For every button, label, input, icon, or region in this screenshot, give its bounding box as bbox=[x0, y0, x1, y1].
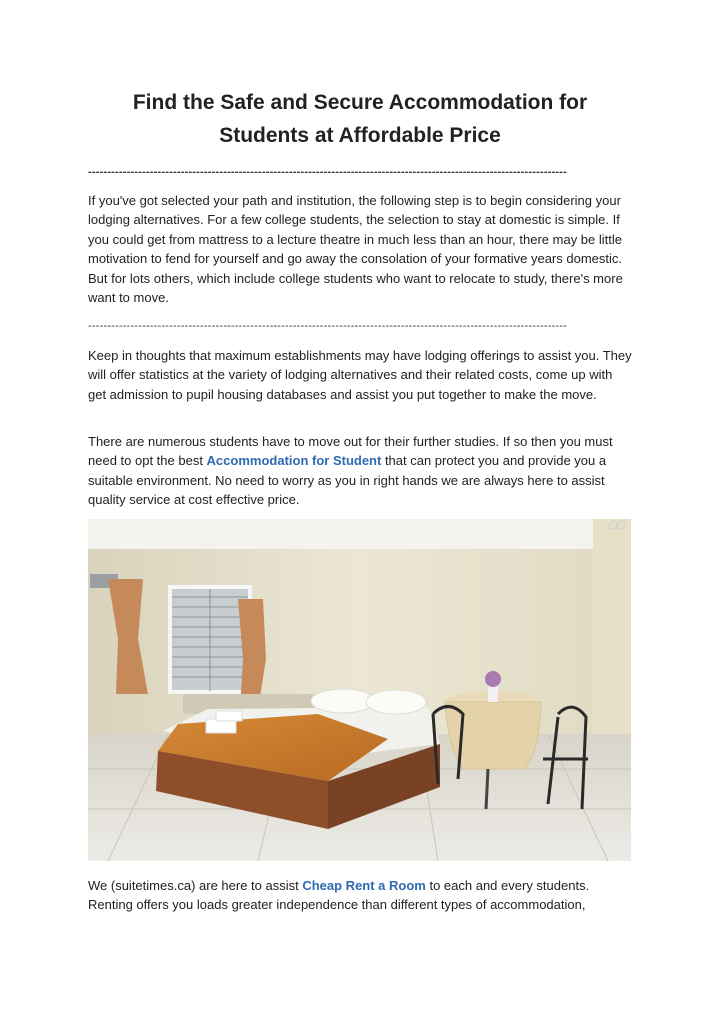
paragraph-4 bbox=[88, 876, 633, 915]
paragraph-3 bbox=[88, 432, 633, 510]
accommodation-for-student-link[interactable]: Accommodation for Student bbox=[206, 453, 382, 469]
paragraph-1: If you've got selected your path and institution, the following step is to begin considering your lodging alternatives. For a few college students, the selection to stay at domestic is simple. If you could get from mattress to a lecture theatre in much less than an hour, there may be little motivation to fend for yourself and go away the consolation of your formative years domestic. But for lots others, which include college students who want to relocate to study, there's more want to move. bbox=[88, 193, 623, 306]
paragraph-3-text-a: There are numerous students have to move out for their further studies. If so then you must need to opt the best bbox=[88, 434, 613, 469]
cheap-rent-a-room-link[interactable]: Cheap Rent a Room bbox=[302, 878, 426, 893]
paragraph-2: Keep in thoughts that maximum establishments may have lodging offerings to assist you. They will offer statistics at the variety of lodging alternatives and their related costs, come up with get admission to pupil housing databases and assist you put together to make the move. bbox=[88, 348, 632, 402]
separator-line: ---------------------------------------------------------------------------------------------------------------------------- bbox=[88, 166, 568, 178]
paragraph-4-text-b: to each and every students. Renting offers you loads greater independence than different types of accommodation, bbox=[88, 878, 590, 913]
page-title: Find the Safe and Secure Accommodation for Students at Affordable Price bbox=[132, 91, 588, 147]
paragraph-4-text-a: We (suitetimes.ca) are here to assist bbox=[88, 878, 303, 893]
separator-line: ---------------------------------------------------------------------------------------------------------------------------- bbox=[88, 320, 568, 332]
paragraph-3-text-b: that can protect you and provide you a suitable environment. No need to worry as you in right hands we are always here to assist quality service at cost effective price. bbox=[88, 453, 607, 508]
room-photo bbox=[88, 519, 631, 861]
